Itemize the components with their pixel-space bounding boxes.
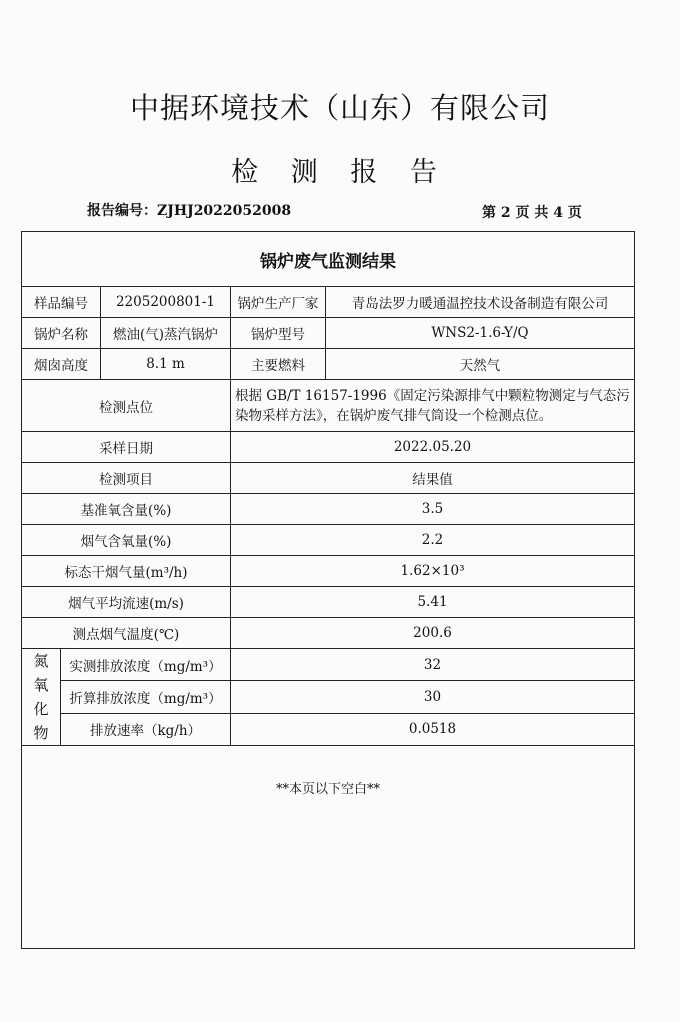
- table-row: [22, 380, 635, 432]
- row-value: 3.5: [231, 494, 635, 525]
- table-row: [22, 494, 635, 525]
- row-label: 测点烟气温度(℃): [22, 618, 231, 649]
- location-text: 根据 GB/T 16157-1996《固定污染源排气中颗粒物测定与气态污染物采样方法》，在锅炉废气排气筒设一个检测点位。: [231, 380, 635, 432]
- results-table: [21, 231, 635, 949]
- table-title: 锅炉废气监测结果: [22, 232, 635, 287]
- nox-row-value: 32: [231, 649, 635, 681]
- table-row: [22, 556, 635, 587]
- table-row: [22, 349, 635, 380]
- row-label: 烟气平均流速(m/s): [22, 587, 231, 618]
- report-number-label: 报告编号：: [87, 203, 157, 219]
- table-row: [22, 713, 635, 745]
- table-row: [22, 432, 635, 463]
- table-row: [22, 681, 635, 713]
- row-value: 2.2: [231, 525, 635, 556]
- table-row: [22, 587, 635, 618]
- report-number: [87, 200, 291, 220]
- date-label: 采样日期: [22, 432, 231, 463]
- document-title: 检 测 报 告: [231, 157, 449, 188]
- fuel-label: 主要燃料: [231, 349, 326, 380]
- report-number-value: ZJHJ2022052008: [157, 203, 292, 219]
- sampling-date: 2022.05.20: [231, 432, 635, 463]
- maker: 青岛法罗力暖通温控技术设备制造有限公司: [326, 287, 635, 318]
- boiler-name: 燃油(气)蒸汽锅炉: [101, 318, 231, 349]
- sample-no-label: 样品编号: [22, 287, 101, 318]
- row-value: 1.62×10³: [231, 556, 635, 587]
- table-row: [22, 618, 635, 649]
- model-label: 锅炉型号: [231, 318, 326, 349]
- value-header: 结果值: [231, 463, 635, 494]
- table-row: [22, 649, 635, 681]
- nox-row-label: 折算排放浓度（mg/m³）: [61, 681, 231, 713]
- nox-row-value: 0.0518: [231, 713, 635, 745]
- table-row: [22, 318, 635, 349]
- chimney-label: 烟囱高度: [22, 349, 101, 380]
- item-header: 检测项目: [22, 463, 231, 494]
- model: WNS2-1.6-Y/Q: [326, 318, 635, 349]
- table-row: [22, 463, 635, 494]
- sample-no: 2205200801-1: [101, 287, 231, 318]
- page-info: 第 2 页 共 4 页: [482, 205, 582, 221]
- table-row: [22, 287, 635, 318]
- location-label: 检测点位: [22, 380, 231, 432]
- maker-label: 锅炉生产厂家: [231, 287, 326, 318]
- blank-note: **本页以下空白**: [275, 782, 380, 797]
- nox-row-label: 实测排放浓度（mg/m³）: [61, 649, 231, 681]
- nox-row-label: 排放速率（kg/h）: [61, 713, 231, 745]
- row-label: 基准氧含量(%): [22, 494, 231, 525]
- blank-row: [22, 746, 635, 949]
- nox-row-value: 30: [231, 681, 635, 713]
- table-row: [22, 525, 635, 556]
- fuel: 天然气: [326, 349, 635, 380]
- boiler-name-label: 锅炉名称: [22, 318, 101, 349]
- company-name: 中据环境技术（山东）有限公司: [129, 91, 550, 125]
- nox-group-label: 氮 氧 化 物: [22, 649, 61, 746]
- chimney-height: 8.1 m: [101, 349, 231, 380]
- row-value: 5.41: [231, 587, 635, 618]
- row-label: 标态干烟气量(m³/h): [22, 556, 231, 587]
- row-label: 烟气含氧量(%): [22, 525, 231, 556]
- row-value: 200.6: [231, 618, 635, 649]
